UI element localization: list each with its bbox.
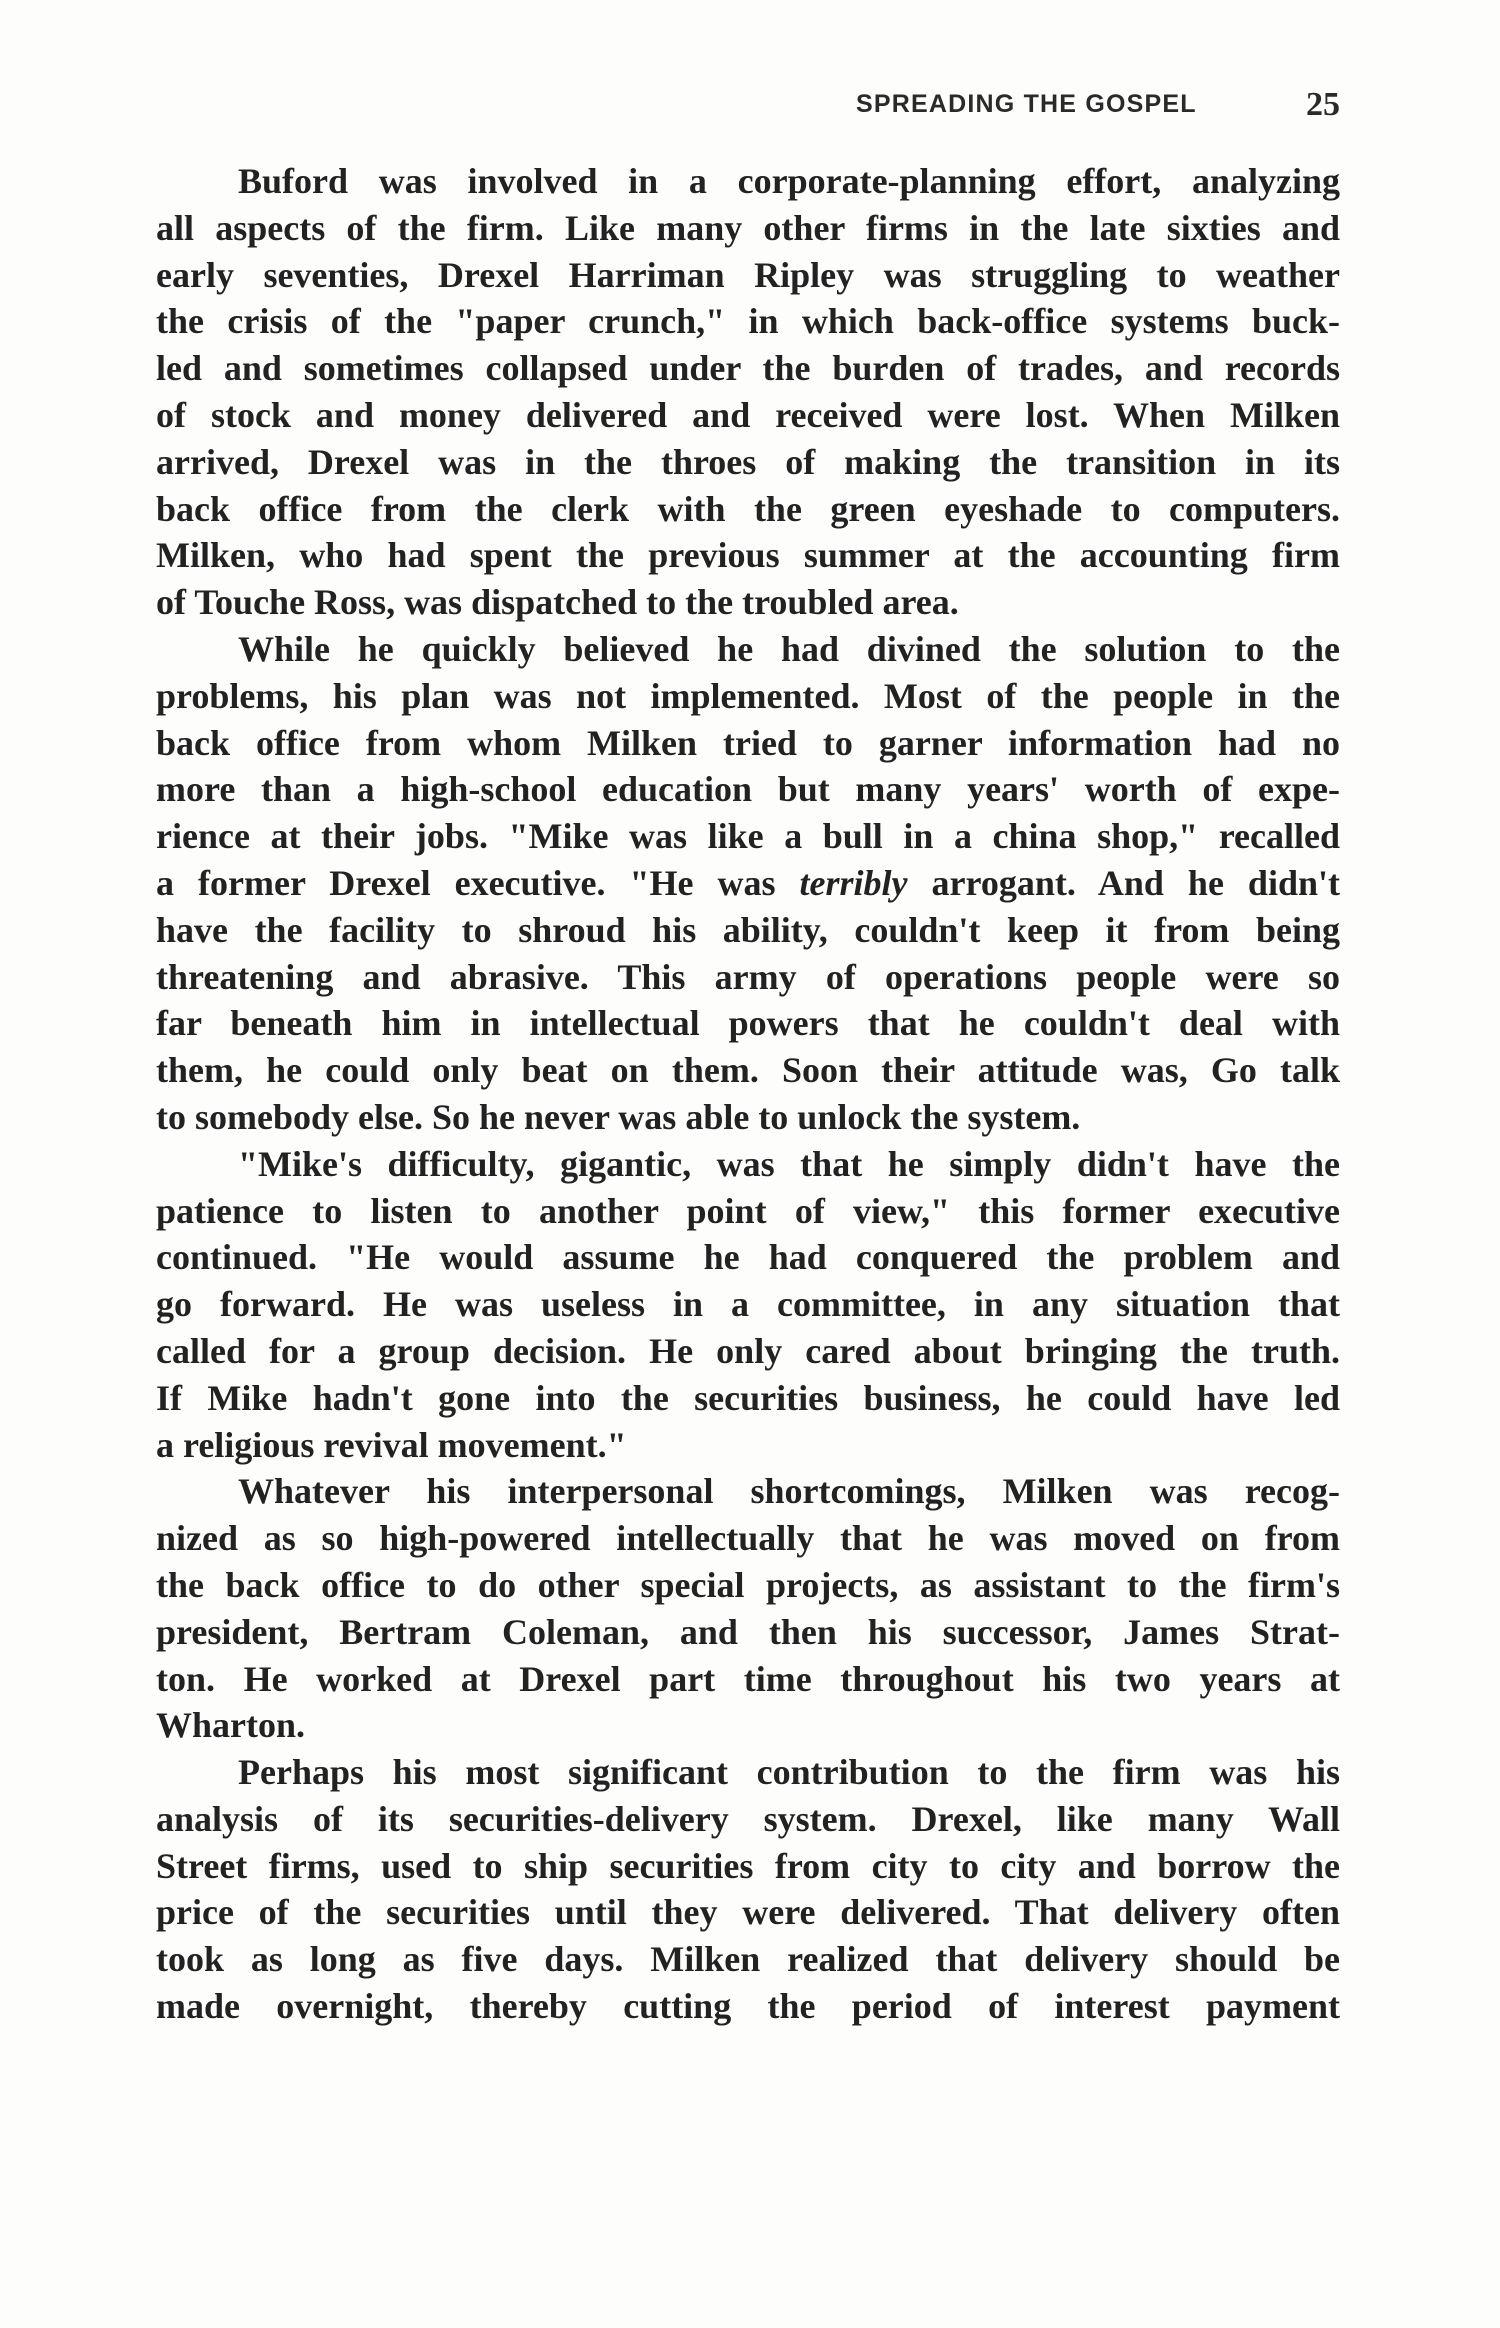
text-line: "Mike's difficulty, gigantic, was that he simply didn't have the — [238, 1143, 1340, 1184]
paragraph-4 — [156, 1468, 1340, 1749]
paragraph-1 — [156, 158, 1340, 626]
text-line: back office from whom Milken tried to garner information had no — [156, 722, 1340, 763]
chapter-title: SPREADING THE GOSPEL — [856, 90, 1197, 118]
paragraph-3 — [156, 1141, 1340, 1469]
text-line: Street firms, used to ship securities from city to city and borrow the — [156, 1845, 1340, 1886]
text-line: have the facility to shroud his ability, couldn't keep it from being — [156, 909, 1340, 950]
text-line: Wharton. — [156, 1705, 306, 1746]
text-line: problems, his plan was not implemented. Most of the people in the — [156, 675, 1340, 716]
text-line: Perhaps his most significant contribution to the firm was his — [238, 1752, 1340, 1793]
text-line: to somebody else. So he never was able to unlock the system. — [156, 1096, 1081, 1137]
text-line: ton. He worked at Drexel part time throughout his two years at — [156, 1658, 1340, 1699]
text-line: price of the securities until they were delivered. That delivery often — [156, 1892, 1340, 1933]
text-line: arrived, Drexel was in the throes of making the transition in its — [156, 441, 1340, 482]
text-line: analysis of its securities-delivery system. Drexel, like many Wall — [156, 1798, 1340, 1839]
text-line: far beneath him in intellectual powers that he couldn't deal with — [156, 1003, 1340, 1044]
text-line: led and sometimes collapsed under the burden of trades, and records — [156, 348, 1340, 389]
text-line: the crisis of the "paper crunch," in which back-office systems buck- — [156, 301, 1340, 342]
text-line: of Touche Ross, was dispatched to the troubled area. — [156, 582, 959, 623]
text-line: took as long as five days. Milken realized that delivery should be — [156, 1939, 1340, 1980]
text-line: called for a group decision. He only cared about bringing the truth. — [156, 1330, 1340, 1371]
text-line: made overnight, thereby cutting the period of interest payment — [156, 1986, 1340, 2027]
text-line: Milken, who had spent the previous summer at the accounting firm — [156, 535, 1340, 576]
text-line: president, Bertram Coleman, and then his successor, James Strat- — [156, 1611, 1340, 1652]
text-line: Whatever his interpersonal shortcomings, Milken was recog- — [238, 1471, 1340, 1512]
text-line: the back office to do other special projects, as assistant to the firm's — [156, 1564, 1340, 1605]
text-line: If Mike hadn't gone into the securities business, he could have led — [156, 1377, 1340, 1418]
emphasized-word: terribly — [799, 862, 908, 903]
text-line: nized as so high-powered intellectually that he was moved on from — [156, 1518, 1340, 1559]
running-head — [856, 86, 1340, 123]
text-line: of stock and money delivered and received were lost. When Milken — [156, 394, 1340, 435]
paragraph-2 — [156, 626, 1340, 1141]
text-line: threatening and abrasive. This army of operations people were so — [156, 956, 1340, 997]
text-line-with-emphasis: a former Drexel executive. "He was terribly arrogant. And he didn't — [156, 862, 1340, 903]
text-line: them, he could only beat on them. Soon their attitude was, Go talk — [156, 1050, 1340, 1091]
text-line: continued. "He would assume he had conquered the problem and — [156, 1237, 1340, 1278]
text-line: While he quickly believed he had divined the solution to the — [238, 628, 1340, 669]
text-line: early seventies, Drexel Harriman Ripley was struggling to weather — [156, 254, 1340, 295]
text-line: a religious revival movement." — [156, 1424, 627, 1465]
page-number: 25 — [1306, 86, 1340, 123]
paragraph-5 — [156, 1749, 1340, 2030]
text-line: Buford was involved in a corporate-planning effort, analyzing — [238, 161, 1340, 201]
text-line: more than a high-school education but many years' worth of expe- — [156, 769, 1340, 810]
text-line: patience to listen to another point of view," this former executive — [156, 1190, 1340, 1231]
body-text — [156, 158, 1340, 2030]
text-line: rience at their jobs. "Mike was like a bull in a china shop," recalled — [156, 816, 1340, 857]
text-line: all aspects of the firm. Like many other firms in the late sixties and — [156, 207, 1340, 248]
text-line: go forward. He was useless in a committee, in any situation that — [156, 1284, 1340, 1325]
text-line: back office from the clerk with the green eyeshade to computers. — [156, 488, 1340, 529]
